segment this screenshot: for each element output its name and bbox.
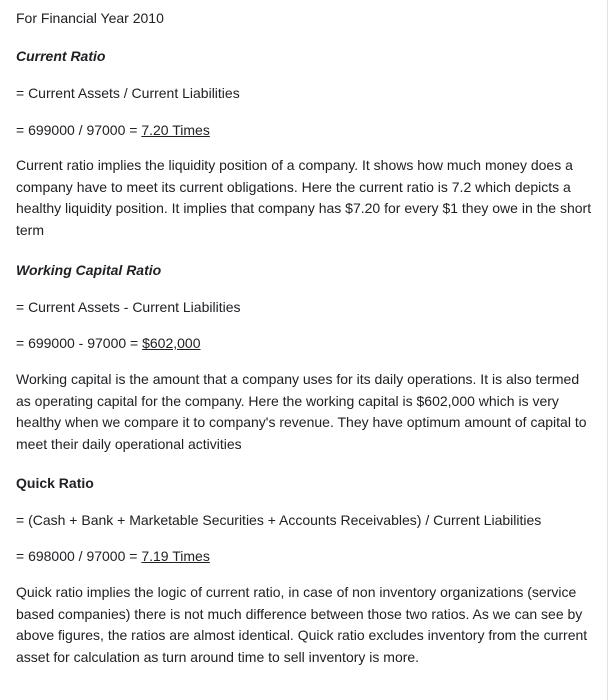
heading-current-ratio: Current Ratio [16,48,106,64]
calc-result: 7.19 Times [141,548,210,564]
explanation-quick-ratio: Quick ratio implies the logic of current ratio, in case of non inventory organizations (service based companies) there is not much difference between those two ratios. As we can see by above figures, the ratios are almost identical. Quick ratio excludes inventory from the current asset for calculation as turn around time to sell inventory is more. [16,584,588,665]
heading-quick-ratio: Quick Ratio [16,475,94,491]
explanation-working-capital: Working capital is the amount that a company uses for its daily operations. It is also termed as operating capital for the company. Here the working capital is $602,000 which is very healthy when we compare it to company's revenue. They have optimum amount of capital to meet their daily operational activities [16,371,587,452]
calc-quick-ratio [16,546,210,566]
calc-prefix: = 699000 - 97000 = [16,335,143,351]
formula-working-capital: = Current Assets - Current Liabilities [16,299,241,315]
calc-prefix: = 698000 / 97000 = [16,548,142,564]
document-title: For Financial Year 2010 [16,10,164,26]
calc-prefix: = 699000 / 97000 = [16,122,142,138]
calc-result: 7.20 Times [141,122,210,138]
calc-result: $602,000 [142,335,201,351]
calc-working-capital [16,333,201,353]
formula-quick-ratio: = (Cash + Bank + Marketable Securities + Accounts Receivables) / Current Liabilities [16,512,542,528]
calc-current-ratio [16,120,210,140]
heading-working-capital: Working Capital Ratio [16,262,162,278]
formula-current-ratio: = Current Assets / Current Liabilities [16,85,240,101]
explanation-current-ratio: Current ratio implies the liquidity position of a company. It shows how much money does a company have to meet its current obligations. Here the current ratio is 7.2 which depicts a healthy liquidity position. It implies that company has $7.20 for every $1 they owe in the short term [16,157,592,238]
